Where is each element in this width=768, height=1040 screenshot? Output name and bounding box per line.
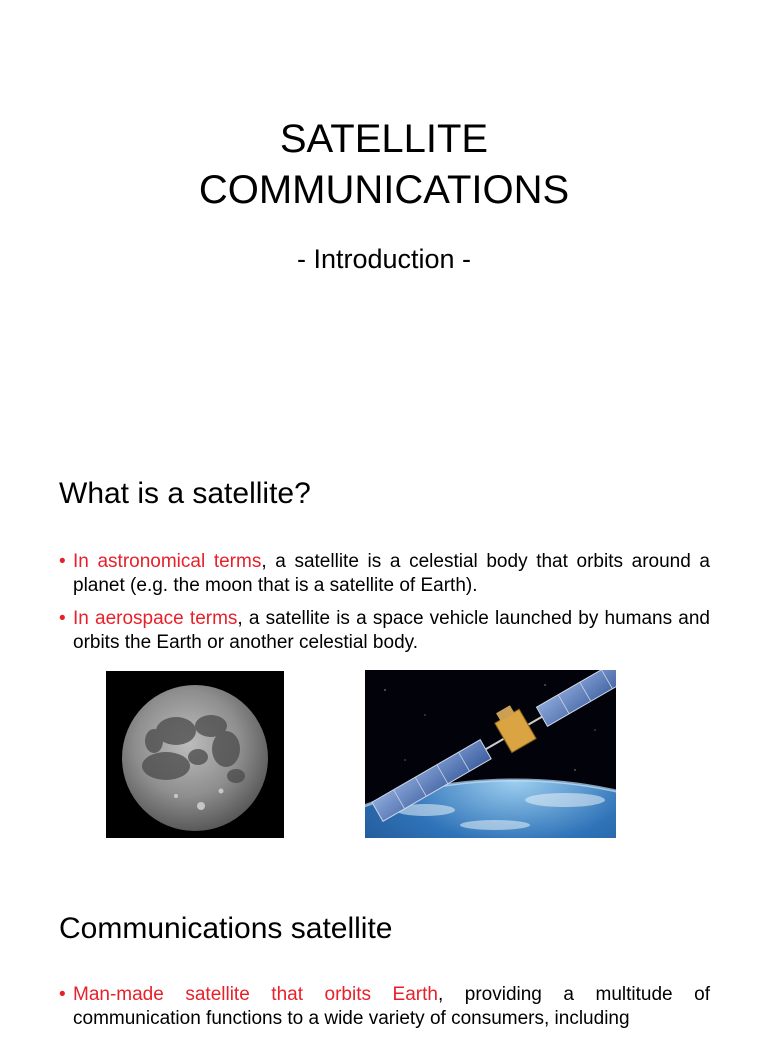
bullet-item [59, 607, 710, 655]
bullet-highlight: In astronomical terms [73, 551, 262, 572]
bullet-highlight: Man-made satellite that orbits Earth [73, 984, 438, 1005]
bullet-text: , providing a multitude of communication functions to a wide variety of consumers, including [73, 984, 710, 1029]
satellite-photo [365, 670, 616, 838]
slide-title [0, 114, 768, 216]
bullet-icon: • [59, 551, 66, 572]
bullet-text: , a satellite is a space vehicle launched by humans and orbits the Earth or another celestial body. [73, 608, 710, 653]
title-slide [0, 0, 768, 440]
slide-heading: Communications satellite [59, 912, 393, 945]
bullet-list [59, 550, 710, 664]
bullet-list [59, 983, 710, 1040]
slide-heading: What is a satellite? [59, 477, 311, 510]
bullet-highlight: In aerospace terms [73, 608, 238, 629]
moon-photo [106, 671, 284, 838]
bullet-item [59, 550, 710, 598]
bullet-icon: • [59, 984, 66, 1005]
slide-title-line-1: SATELLITE [279, 117, 489, 161]
bullet-icon: • [59, 608, 66, 629]
slide-subtitle: - Introduction - [296, 244, 472, 274]
slide-title-line-2: COMMUNICATIONS [198, 168, 570, 212]
bullet-text: , a satellite is a celestial body that orbits around a planet (e.g. the moon that is a satellite of Earth). [73, 551, 710, 596]
